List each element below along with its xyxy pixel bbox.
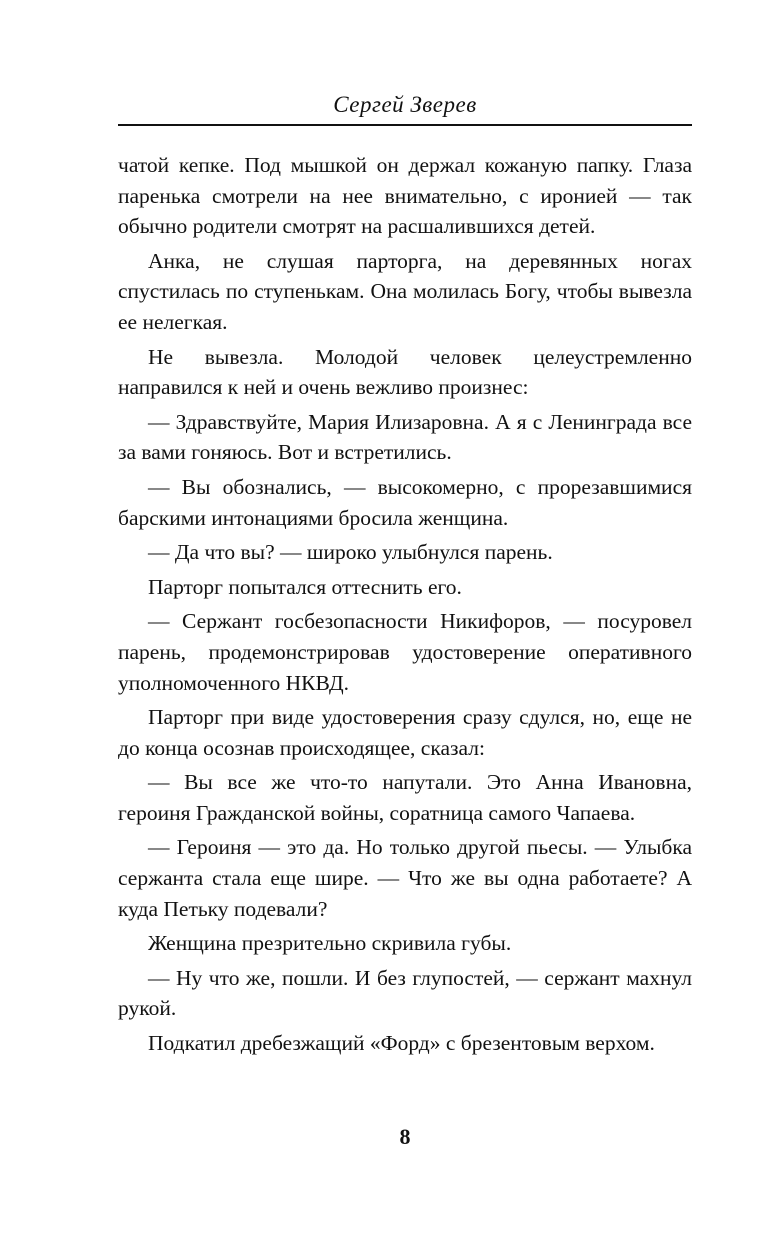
paragraph: — Вы обознались, — высокомерно, с прорезавшимися барскими интонациями бросила женщина.	[118, 474, 692, 530]
running-head: Сергей Зверев	[333, 92, 477, 117]
page-number: 8	[399, 1124, 411, 1149]
paragraph: — Ну что же, пошли. И без глупостей, — сержант махнул рукой.	[118, 965, 692, 1021]
paragraph: Женщина презрительно скривила губы.	[148, 931, 512, 956]
body-text	[118, 150, 692, 1059]
paragraph: Не вывезла. Молодой человек целеустремленно направился к ней и очень вежливо произнес:	[118, 344, 692, 400]
paragraph: Парторг при виде удостоверения сразу сдулся, но, еще не до конца осознав происходящее, сказал:	[118, 705, 692, 760]
paragraph: Парторг попытался оттеснить его.	[148, 574, 462, 599]
paragraph: — Вы все же что-то напутали. Это Анна Ивановна, героиня Гражданской войны, соратница самого Чапаева.	[118, 770, 692, 825]
paragraph: Анка, не слушая парторга, на деревянных ногах спустилась по ступенькам. Она молилась Богу, чтобы вывезла ее нелегкая.	[118, 248, 692, 334]
paragraph: — Здравствуйте, Мария Илизаровна. А я с Ленинграда все за вами гоняюсь. Вот и встретились.	[118, 409, 692, 465]
paragraph: — Да что вы? — широко улыбнулся парень.	[148, 540, 553, 565]
header-rule	[118, 124, 692, 126]
paragraph: чатой кепке. Под мышкой он держал кожаную папку. Глаза паренька смотрели на нее внимательно, с иронией — так обычно родители смотрят на расшалившихся детей.	[118, 153, 692, 239]
paragraph: — Героиня — это да. Но только другой пьесы. — Улыбка сержанта стала еще шире. — Что же вы одна работаете? А куда Петьку подевали?	[118, 835, 692, 921]
paragraph: Подкатил дребезжащий «Форд» с брезентовым верхом.	[148, 1031, 655, 1056]
paragraph: — Сержант госбезопасности Никифоров, — посуровел парень, продемонстрировав удостоверение оперативного уполномоченного НКВД.	[118, 609, 692, 695]
